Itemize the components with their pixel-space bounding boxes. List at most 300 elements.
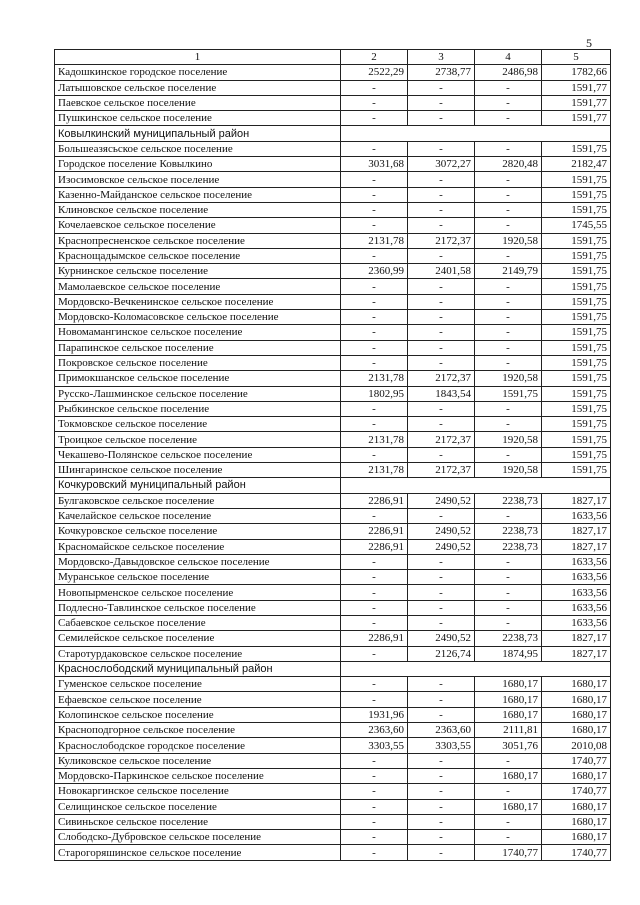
value-cell-col3: 2126,74 (408, 646, 475, 661)
value-cell-col2: - (341, 646, 408, 661)
table-row (55, 845, 611, 860)
settlement-name: Сабаевское сельское поселение (55, 615, 341, 630)
value-cell-col4: - (475, 355, 542, 370)
value-cell-col3: - (408, 677, 475, 692)
table-row (55, 799, 611, 814)
table-row (55, 554, 611, 569)
table-row (55, 524, 611, 539)
settlement-name: Краснoподгорное сельское поселение (55, 723, 341, 738)
table-row (55, 447, 611, 462)
value-cell-col5: 1680,17 (542, 723, 611, 738)
value-cell-col3: 2172,37 (408, 371, 475, 386)
value-cell-col4: - (475, 340, 542, 355)
value-cell-col5: 1591,75 (542, 294, 611, 309)
table-row (55, 111, 611, 126)
value-cell-col5: 1591,75 (542, 202, 611, 217)
value-cell-col4: - (475, 172, 542, 187)
section-title: Краснослободский муниципальный район (55, 661, 341, 676)
table-row (55, 631, 611, 646)
table-row (55, 157, 611, 172)
tariff-table (54, 49, 611, 861)
settlement-name: Новомамангинское сельское поселение (55, 325, 341, 340)
section-row (55, 126, 611, 141)
value-cell-col5: 1591,75 (542, 172, 611, 187)
settlement-name: Русско-Лашминское сельское поселение (55, 386, 341, 401)
table-row (55, 233, 611, 248)
table-row (55, 784, 611, 799)
settlement-name: Новокаргинское сельское поселение (55, 784, 341, 799)
value-cell-col3: - (408, 845, 475, 860)
settlement-name: Краснощадымское сельское поселение (55, 248, 341, 263)
settlement-name: Новопырменское сельское поселение (55, 585, 341, 600)
value-cell-col5: 1591,75 (542, 371, 611, 386)
table-row (55, 753, 611, 768)
table-row (55, 218, 611, 233)
value-cell-col4: 2238,73 (475, 493, 542, 508)
value-cell-col2: - (341, 814, 408, 829)
settlement-name: Муранськое сельское поселение (55, 570, 341, 585)
table-row (55, 202, 611, 217)
section-title: Кочкуровский муниципальный район (55, 478, 341, 493)
settlement-name: Подлесно-Тавлинское сельское поселение (55, 600, 341, 615)
value-cell-col2: - (341, 417, 408, 432)
settlement-name: Сивиньское сельское поселение (55, 814, 341, 829)
value-cell-col2: - (341, 141, 408, 156)
value-cell-col4: 1920,58 (475, 371, 542, 386)
settlement-name: Красномайское сельское поселение (55, 539, 341, 554)
value-cell-col2: 1931,96 (341, 707, 408, 722)
settlement-name: Мамолаевское сельское поселение (55, 279, 341, 294)
value-cell-col3: - (408, 218, 475, 233)
value-cell-col5: 1680,17 (542, 830, 611, 845)
value-cell-col5: 1827,17 (542, 524, 611, 539)
value-cell-col4: 2238,73 (475, 524, 542, 539)
value-cell-col2: - (341, 355, 408, 370)
value-cell-col4: 1874,95 (475, 646, 542, 661)
value-cell-col3: - (408, 248, 475, 263)
table-row (55, 814, 611, 829)
settlement-name: Кадошкинское городское поселение (55, 65, 341, 80)
settlement-name: Большеазясьское сельское поселение (55, 141, 341, 156)
value-cell-col3: 2490,52 (408, 524, 475, 539)
value-cell-col3: 2490,52 (408, 493, 475, 508)
value-cell-col2: 2360,99 (341, 264, 408, 279)
value-cell-col4: - (475, 248, 542, 263)
value-cell-col4: - (475, 80, 542, 95)
value-cell-col3: - (408, 172, 475, 187)
settlement-name: Семилейское сельское поселение (55, 631, 341, 646)
section-title: Ковылкинский муниципальный район (55, 126, 341, 141)
settlement-name: Мордовско-Коломасовское сельское поселение (55, 310, 341, 325)
settlement-name: Клиновское сельское поселение (55, 202, 341, 217)
value-cell-col4: - (475, 202, 542, 217)
value-cell-col2: 2131,78 (341, 233, 408, 248)
section-row (55, 478, 611, 493)
settlement-name: Селищинское сельское поселение (55, 799, 341, 814)
value-cell-col2: - (341, 172, 408, 187)
value-cell-col3: - (408, 830, 475, 845)
value-cell-col4: 1680,17 (475, 768, 542, 783)
value-cell-col4: 1680,17 (475, 677, 542, 692)
settlement-name: Латышовское сельское поселение (55, 80, 341, 95)
value-cell-col5: 1591,75 (542, 417, 611, 432)
value-cell-col5: 1591,77 (542, 80, 611, 95)
value-cell-col3: 2172,37 (408, 233, 475, 248)
value-cell-col5: 1740,77 (542, 753, 611, 768)
value-cell-col3: - (408, 508, 475, 523)
value-cell-col4: - (475, 141, 542, 156)
value-cell-col2: 2131,78 (341, 432, 408, 447)
value-cell-col3: - (408, 294, 475, 309)
value-cell-col2: - (341, 830, 408, 845)
value-cell-col5: 1680,17 (542, 677, 611, 692)
value-cell-col2: 2286,91 (341, 539, 408, 554)
value-cell-col3: - (408, 814, 475, 829)
value-cell-col5: 1591,75 (542, 248, 611, 263)
value-cell-col2: - (341, 325, 408, 340)
value-cell-col3: - (408, 707, 475, 722)
column-header-2: 2 (341, 50, 408, 65)
value-cell-col5: 1827,17 (542, 631, 611, 646)
value-cell-col4: 2238,73 (475, 539, 542, 554)
settlement-name: Троицкое сельское поселение (55, 432, 341, 447)
value-cell-col3: 1843,54 (408, 386, 475, 401)
value-cell-col2: - (341, 310, 408, 325)
table-row (55, 187, 611, 202)
section-empty-cell (341, 478, 611, 493)
table-row (55, 707, 611, 722)
value-cell-col4: - (475, 784, 542, 799)
value-cell-col2: - (341, 447, 408, 462)
settlement-name: Качелайское сельское поселение (55, 508, 341, 523)
value-cell-col2: - (341, 768, 408, 783)
value-cell-col2: 3031,68 (341, 157, 408, 172)
value-cell-col4: - (475, 417, 542, 432)
settlement-name: Мордовско-Вечкенинское сельское поселение (55, 294, 341, 309)
settlement-name: Колопинское сельское поселение (55, 707, 341, 722)
value-cell-col4: 2111,81 (475, 723, 542, 738)
value-cell-col4: - (475, 401, 542, 416)
value-cell-col5: 1591,75 (542, 310, 611, 325)
value-cell-col3: - (408, 768, 475, 783)
table-row (55, 570, 611, 585)
settlement-name: Казенно-Майданское сельское поселение (55, 187, 341, 202)
value-cell-col2: - (341, 600, 408, 615)
value-cell-col3: - (408, 447, 475, 462)
value-cell-col2: 2131,78 (341, 371, 408, 386)
value-cell-col5: 1591,75 (542, 233, 611, 248)
column-header-4: 4 (475, 50, 542, 65)
value-cell-col2: - (341, 95, 408, 110)
value-cell-col2: 2286,91 (341, 631, 408, 646)
section-empty-cell (341, 661, 611, 676)
value-cell-col2: - (341, 80, 408, 95)
value-cell-col5: 1591,75 (542, 279, 611, 294)
table-row (55, 401, 611, 416)
settlement-name: Покровское сельское поселение (55, 355, 341, 370)
value-cell-col2: - (341, 799, 408, 814)
value-cell-col5: 1740,77 (542, 784, 611, 799)
value-cell-col4: - (475, 615, 542, 630)
value-cell-col3: 2490,52 (408, 539, 475, 554)
value-cell-col4: - (475, 600, 542, 615)
value-cell-col3: - (408, 340, 475, 355)
table-row (55, 646, 611, 661)
value-cell-col2: - (341, 570, 408, 585)
value-cell-col4: 1740,77 (475, 845, 542, 860)
value-cell-col3: - (408, 570, 475, 585)
value-cell-col5: 1680,17 (542, 814, 611, 829)
value-cell-col3: 2490,52 (408, 631, 475, 646)
value-cell-col2: - (341, 508, 408, 523)
value-cell-col4: 1920,58 (475, 233, 542, 248)
settlement-name: Городское поселение Ковылкино (55, 157, 341, 172)
settlement-name: Мордовско-Паркинское сельское поселение (55, 768, 341, 783)
table-row (55, 65, 611, 80)
value-cell-col3: - (408, 753, 475, 768)
table-row (55, 141, 611, 156)
value-cell-col4: 3051,76 (475, 738, 542, 753)
value-cell-col3: - (408, 784, 475, 799)
value-cell-col3: - (408, 692, 475, 707)
value-cell-col4: - (475, 753, 542, 768)
value-cell-col4: 1680,17 (475, 799, 542, 814)
value-cell-col2: 3303,55 (341, 738, 408, 753)
value-cell-col4: 2238,73 (475, 631, 542, 646)
value-cell-col5: 1680,17 (542, 707, 611, 722)
table-row (55, 264, 611, 279)
table-row (55, 417, 611, 432)
value-cell-col3: - (408, 585, 475, 600)
value-cell-col5: 1591,75 (542, 355, 611, 370)
settlement-name: Ефаевское сельское поселение (55, 692, 341, 707)
column-header-1: 1 (55, 50, 341, 65)
value-cell-col4: - (475, 294, 542, 309)
header-row (55, 50, 611, 65)
settlement-name: Старотурдаковское сельское поселение (55, 646, 341, 661)
value-cell-col3: - (408, 417, 475, 432)
settlement-name: Изосимовское сельское поселение (55, 172, 341, 187)
value-cell-col2: - (341, 615, 408, 630)
value-cell-col2: - (341, 585, 408, 600)
value-cell-col3: - (408, 401, 475, 416)
value-cell-col2: - (341, 218, 408, 233)
column-header-5: 5 (542, 50, 611, 65)
value-cell-col5: 1745,55 (542, 218, 611, 233)
value-cell-col2: - (341, 692, 408, 707)
value-cell-col2: - (341, 279, 408, 294)
settlement-name: Шингаринское сельское поселение (55, 463, 341, 478)
value-cell-col2: - (341, 202, 408, 217)
table-row (55, 172, 611, 187)
value-cell-col3: - (408, 187, 475, 202)
value-cell-col5: 1680,17 (542, 799, 611, 814)
value-cell-col5: 1827,17 (542, 493, 611, 508)
value-cell-col5: 1827,17 (542, 646, 611, 661)
settlement-name: Парапинское сельское поселение (55, 340, 341, 355)
table-row (55, 248, 611, 263)
table-row (55, 325, 611, 340)
value-cell-col5: 1591,75 (542, 340, 611, 355)
value-cell-col3: 3303,55 (408, 738, 475, 753)
value-cell-col2: 1802,95 (341, 386, 408, 401)
table-body (55, 65, 611, 860)
settlement-name: Булгаковское сельское поселение (55, 493, 341, 508)
value-cell-col4: - (475, 814, 542, 829)
value-cell-col3: - (408, 141, 475, 156)
value-cell-col2: 2522,29 (341, 65, 408, 80)
section-row (55, 661, 611, 676)
value-cell-col4: - (475, 218, 542, 233)
value-cell-col5: 1591,75 (542, 401, 611, 416)
value-cell-col5: 1633,56 (542, 508, 611, 523)
value-cell-col5: 1591,77 (542, 111, 611, 126)
value-cell-col5: 1633,56 (542, 585, 611, 600)
value-cell-col2: 2131,78 (341, 463, 408, 478)
value-cell-col4: - (475, 554, 542, 569)
column-header-3: 3 (408, 50, 475, 65)
value-cell-col2: - (341, 401, 408, 416)
value-cell-col4: 1591,75 (475, 386, 542, 401)
settlement-name: Гуменское сельское поселение (55, 677, 341, 692)
value-cell-col4: 2820,48 (475, 157, 542, 172)
settlement-name: Краснослободское городское поселение (55, 738, 341, 753)
value-cell-col5: 2182,47 (542, 157, 611, 172)
value-cell-col2: 2286,91 (341, 493, 408, 508)
value-cell-col5: 2010,08 (542, 738, 611, 753)
value-cell-col4: - (475, 447, 542, 462)
table-row (55, 432, 611, 447)
value-cell-col5: 1591,75 (542, 432, 611, 447)
value-cell-col3: - (408, 355, 475, 370)
settlement-name: Паевское сельское поселение (55, 95, 341, 110)
table-row (55, 493, 611, 508)
settlement-name: Курнинское сельское поселение (55, 264, 341, 279)
value-cell-col3: - (408, 325, 475, 340)
table-row (55, 677, 611, 692)
value-cell-col2: - (341, 677, 408, 692)
value-cell-col5: 1591,75 (542, 447, 611, 462)
value-cell-col4: 2149,79 (475, 264, 542, 279)
table-row (55, 279, 611, 294)
value-cell-col3: 2738,77 (408, 65, 475, 80)
settlement-name: Краснопресненское сельское поселение (55, 233, 341, 248)
settlement-name: Кочкуровское сельское поселение (55, 524, 341, 539)
table-row (55, 738, 611, 753)
value-cell-col2: - (341, 340, 408, 355)
table-row (55, 830, 611, 845)
value-cell-col3: 2363,60 (408, 723, 475, 738)
value-cell-col5: 1591,75 (542, 386, 611, 401)
value-cell-col3: - (408, 310, 475, 325)
table-row (55, 723, 611, 738)
table-row (55, 768, 611, 783)
settlement-name: Куликовское сельское поселение (55, 753, 341, 768)
table-row (55, 615, 611, 630)
value-cell-col2: - (341, 554, 408, 569)
value-cell-col3: - (408, 279, 475, 294)
value-cell-col5: 1633,56 (542, 615, 611, 630)
settlement-name: Чекашево-Полянское сельское поселение (55, 447, 341, 462)
value-cell-col5: 1591,75 (542, 463, 611, 478)
value-cell-col3: 2172,37 (408, 432, 475, 447)
value-cell-col4: 1680,17 (475, 692, 542, 707)
table-row (55, 95, 611, 110)
value-cell-col5: 1740,77 (542, 845, 611, 860)
settlement-name: Мордовско-Давыдовское сельское поселение (55, 554, 341, 569)
value-cell-col3: - (408, 600, 475, 615)
value-cell-col4: - (475, 95, 542, 110)
value-cell-col4: 1920,58 (475, 432, 542, 447)
settlement-name: Токмовское сельское поселение (55, 417, 341, 432)
value-cell-col3: - (408, 799, 475, 814)
table-row (55, 600, 611, 615)
settlement-name: Пушкинское сельское поселение (55, 111, 341, 126)
value-cell-col2: - (341, 845, 408, 860)
table-row (55, 539, 611, 554)
page-number: 5 (586, 36, 592, 50)
value-cell-col4: - (475, 111, 542, 126)
value-cell-col5: 1591,75 (542, 187, 611, 202)
settlement-name: Слободско-Дубровское сельское поселение (55, 830, 341, 845)
value-cell-col5: 1680,17 (542, 692, 611, 707)
value-cell-col4: 1920,58 (475, 463, 542, 478)
settlement-name: Старогоряшинское сельское поселение (55, 845, 341, 860)
value-cell-col4: - (475, 830, 542, 845)
table-row (55, 692, 611, 707)
table-row (55, 355, 611, 370)
value-cell-col5: 1591,77 (542, 95, 611, 110)
value-cell-col5: 1633,56 (542, 554, 611, 569)
value-cell-col3: 3072,27 (408, 157, 475, 172)
value-cell-col4: - (475, 187, 542, 202)
value-cell-col4: - (475, 310, 542, 325)
value-cell-col4: 1680,17 (475, 707, 542, 722)
table-row (55, 585, 611, 600)
table-row (55, 340, 611, 355)
value-cell-col3: 2172,37 (408, 463, 475, 478)
value-cell-col4: - (475, 325, 542, 340)
value-cell-col4: - (475, 570, 542, 585)
table-row (55, 80, 611, 95)
value-cell-col3: - (408, 615, 475, 630)
table-row (55, 386, 611, 401)
table-row (55, 310, 611, 325)
value-cell-col2: - (341, 248, 408, 263)
table-row (55, 508, 611, 523)
table-row (55, 294, 611, 309)
value-cell-col5: 1633,56 (542, 600, 611, 615)
value-cell-col4: 2486,98 (475, 65, 542, 80)
table-row (55, 371, 611, 386)
value-cell-col5: 1633,56 (542, 570, 611, 585)
value-cell-col3: - (408, 111, 475, 126)
value-cell-col2: - (341, 111, 408, 126)
value-cell-col2: - (341, 294, 408, 309)
settlement-name: Кочелаевское сельское поселение (55, 218, 341, 233)
value-cell-col5: 1591,75 (542, 325, 611, 340)
table-row (55, 463, 611, 478)
value-cell-col3: 2401,58 (408, 264, 475, 279)
value-cell-col2: 2363,60 (341, 723, 408, 738)
value-cell-col2: 2286,91 (341, 524, 408, 539)
value-cell-col5: 1782,66 (542, 65, 611, 80)
section-empty-cell (341, 126, 611, 141)
value-cell-col5: 1680,17 (542, 768, 611, 783)
value-cell-col3: - (408, 554, 475, 569)
value-cell-col2: - (341, 753, 408, 768)
value-cell-col4: - (475, 279, 542, 294)
